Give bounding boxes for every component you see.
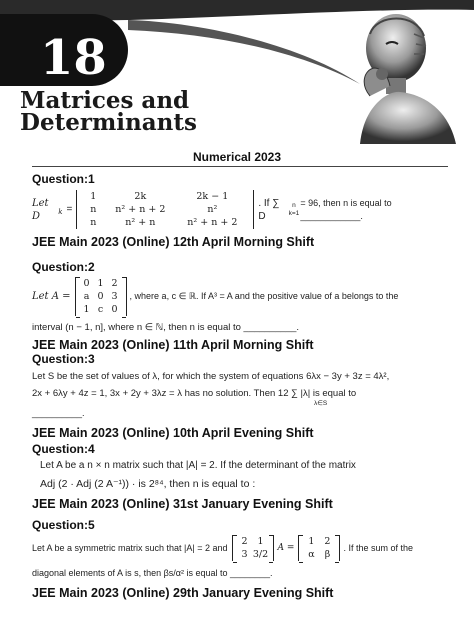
question-body	[32, 190, 448, 229]
q5-pre: Let A be a symmetric matrix such that |A| = 2 and	[32, 542, 228, 553]
q3-line1: Let S be the set of values of λ, for which the system of equations 6λx − 3y + 3z = 4λ²,	[32, 371, 390, 382]
cell: a	[83, 291, 90, 302]
cell: 2k	[134, 191, 147, 202]
q5-mid: A =	[277, 542, 295, 553]
q1-sub: k	[58, 208, 63, 216]
cell: 0	[111, 304, 118, 315]
cell: n²	[207, 204, 218, 215]
cell: n² + n + 2	[187, 217, 238, 228]
q2-post: , where a, c ∈ ℝ. If A³ = A and the positive value of a belongs to the	[129, 291, 399, 301]
chapter-title-line2: Determinants	[20, 109, 197, 136]
cell: α	[308, 549, 315, 560]
cell: 2	[111, 278, 118, 289]
chapter-title-line1: Matrices and	[20, 87, 190, 114]
q2-line2: interval (n − 1, n], where n ∈ ℕ, then n is equal to __________.	[32, 322, 300, 333]
q3-line3: __________.	[32, 408, 85, 418]
cell: 0	[97, 291, 104, 302]
sum-bottom: k=1	[288, 209, 300, 217]
question-4	[32, 442, 448, 511]
section-divider	[32, 166, 448, 167]
q1-post2: = 96, then n is equal to ____________.	[300, 197, 392, 221]
q3-sum-bottom: λ∈S	[314, 400, 328, 407]
matrix-a	[75, 277, 127, 316]
exam-shift: JEE Main 2023 (Online) 29th January Evening Shift	[32, 586, 334, 600]
q4-line2: Adj (2 · Adj (2 A⁻¹)) · is 2⁸⁴, then n is equal to :	[40, 478, 256, 490]
cell: 2	[241, 536, 248, 547]
sum-top: n	[292, 201, 296, 209]
question-body	[32, 535, 448, 561]
q5-line2: diagonal elements of A is s, then βs/α² is equal to ________.	[32, 568, 273, 578]
question-1	[32, 172, 448, 249]
cell: n	[90, 217, 97, 228]
question-body	[32, 277, 448, 316]
cell: 1	[83, 304, 90, 315]
q3-line2	[32, 387, 448, 400]
q1-post: . If ∑ D	[258, 197, 280, 222]
q5-post: . If the sum of the	[343, 542, 413, 553]
matrix-right	[298, 535, 340, 561]
question-label: Question:4	[32, 442, 95, 456]
cell: 3/2	[252, 549, 269, 560]
exam-shift: JEE Main 2023 (Online) 12th April Morning Shift	[32, 235, 315, 249]
q3-line2-text: 2x + 6λy + 4z = 1, 3x + 2y + 3λz = λ has no solution. Then 12 ∑ |λ| is equal to	[32, 388, 357, 399]
chapter-number: 18	[40, 30, 107, 86]
cell: n	[90, 204, 97, 215]
cell: 1	[257, 536, 264, 547]
question-label: Question:2	[32, 260, 95, 274]
exam-shift: JEE Main 2023 (Online) 11th April Morning Shift	[32, 338, 314, 352]
cell: c	[97, 304, 104, 315]
chapter-badge	[0, 14, 128, 86]
cell: n² + n	[125, 217, 156, 228]
q2-pre: Let A =	[32, 291, 71, 302]
question-5	[32, 518, 448, 600]
q1-pre: Let D	[32, 197, 49, 222]
chapter-header	[0, 0, 474, 148]
cell: 2k − 1	[196, 191, 229, 202]
cell: 1	[97, 278, 104, 289]
cell: 3	[111, 291, 118, 302]
determinant-matrix	[76, 190, 254, 229]
cell: 3	[241, 549, 248, 560]
cell: 2	[324, 536, 331, 547]
q4-line1: Let A be a n × n matrix such that |A| = 2. If the determinant of the matrix	[40, 460, 356, 471]
cell: 0	[83, 278, 90, 289]
cell: n² + n + 2	[115, 204, 166, 215]
robot-thinker-illustration	[330, 4, 470, 144]
exam-shift: JEE Main 2023 (Online) 31st January Evening Shift	[32, 497, 333, 511]
q1-eq: =	[66, 204, 73, 215]
cell: 1	[90, 191, 97, 202]
question-2	[32, 260, 448, 352]
q1-sum-limits	[289, 202, 300, 218]
question-label: Question:1	[32, 172, 95, 186]
cell: β	[324, 549, 331, 560]
cell: 1	[308, 536, 315, 547]
section-title: Numerical 2023	[192, 150, 282, 164]
question-3	[32, 352, 448, 440]
question-label: Question:5	[32, 518, 95, 532]
matrix-left	[232, 535, 274, 561]
exam-shift: JEE Main 2023 (Online) 10th April Evening Shift	[32, 426, 314, 440]
chapter-title	[20, 87, 197, 136]
question-label: Question:3	[32, 352, 95, 366]
